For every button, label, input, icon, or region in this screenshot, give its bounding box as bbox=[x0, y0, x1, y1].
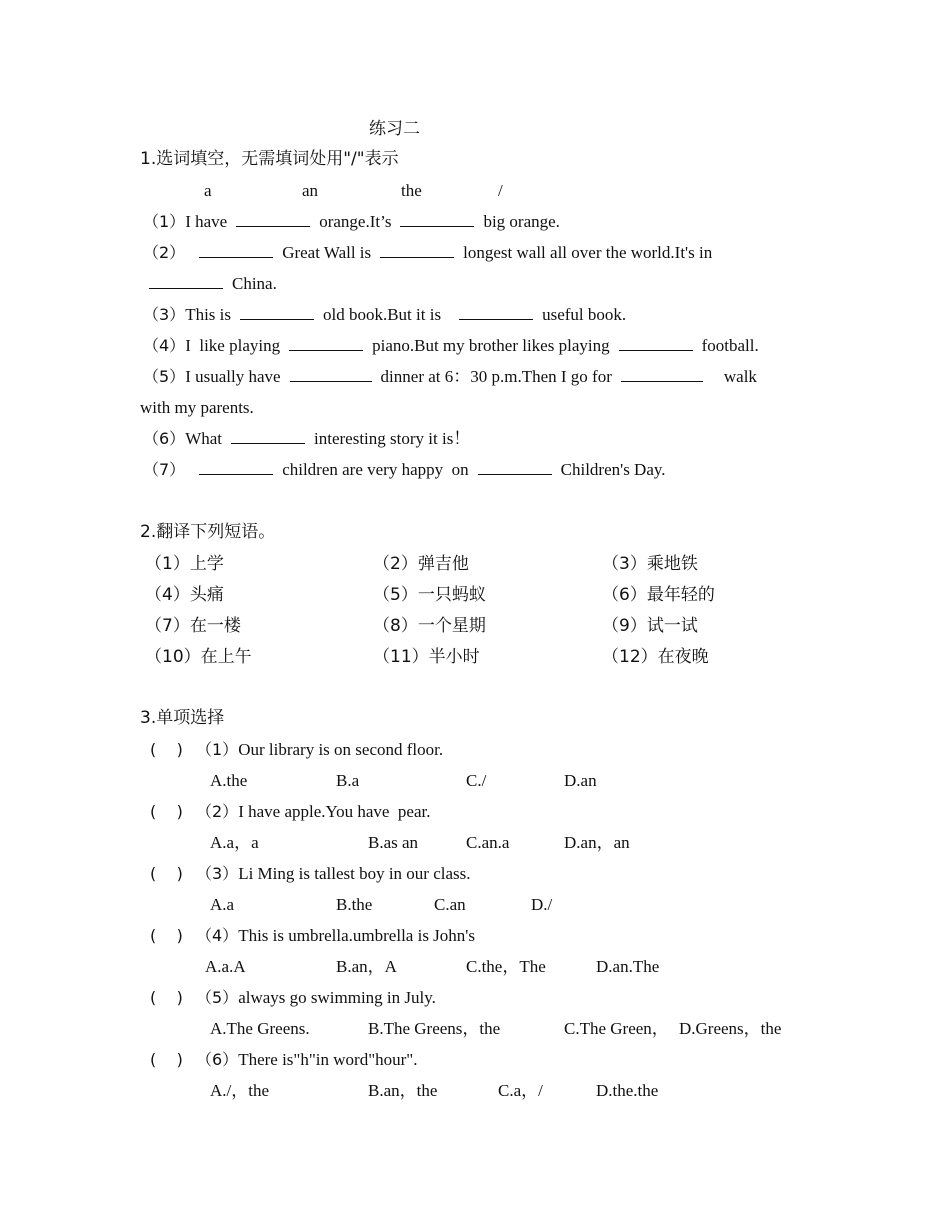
section2-heading: 2.翻译下列短语。 bbox=[140, 522, 276, 542]
question-text: longest wall all over the world.It's in bbox=[463, 243, 713, 262]
question-number: （6） bbox=[143, 429, 186, 448]
word-option-none: / bbox=[498, 181, 503, 200]
phrase-item: （3）乘地铁 bbox=[602, 554, 698, 574]
question-text: I like playing bbox=[185, 336, 281, 355]
section1-heading: 1.选词填空，无需填词处用"/"表示 bbox=[140, 149, 399, 169]
question-number: （5） bbox=[143, 367, 186, 386]
phrase-item: （2）弹吉他 bbox=[373, 554, 469, 574]
question-number: （5） bbox=[196, 988, 239, 1007]
answer-paren[interactable]: ( ) bbox=[150, 740, 183, 759]
question-number: （3） bbox=[196, 864, 239, 883]
answer-paren[interactable]: ( ) bbox=[150, 802, 183, 821]
option[interactable]: D.Greens，the bbox=[679, 1019, 782, 1038]
question-number: （4） bbox=[196, 926, 239, 945]
question-number: （1） bbox=[196, 740, 239, 759]
answer-blank[interactable] bbox=[380, 243, 454, 258]
question-text: old book.But it is bbox=[323, 305, 442, 324]
option[interactable]: B.an，the bbox=[368, 1081, 438, 1100]
question-number: （7） bbox=[143, 460, 186, 479]
mc-question-2 bbox=[196, 802, 430, 822]
answer-paren[interactable]: ( ) bbox=[150, 926, 183, 945]
phrase-item: （1）上学 bbox=[145, 554, 224, 574]
question-text: big orange. bbox=[483, 212, 560, 231]
mc-question-3 bbox=[196, 864, 471, 884]
question-text: What bbox=[185, 429, 223, 448]
answer-blank[interactable] bbox=[289, 336, 363, 351]
option[interactable]: C.the，The bbox=[466, 957, 546, 976]
question-1-4 bbox=[143, 336, 759, 356]
option[interactable]: A.The Greens. bbox=[210, 1019, 310, 1038]
question-text: Our library is on second floor. bbox=[238, 740, 444, 759]
question-text: football. bbox=[701, 336, 759, 355]
question-text: children are very happy on bbox=[282, 460, 469, 479]
question-1-2-cont bbox=[140, 274, 277, 294]
word-option-an: an bbox=[302, 181, 319, 200]
option[interactable]: D.the.the bbox=[596, 1081, 659, 1100]
word-option-a: a bbox=[204, 181, 212, 200]
question-text: This is umbrella.umbrella is John's bbox=[238, 926, 475, 945]
question-text: Children's Day. bbox=[560, 460, 666, 479]
question-1-1 bbox=[143, 212, 560, 232]
phrase-item: （5）一只蚂蚁 bbox=[373, 585, 486, 605]
option[interactable]: A.the bbox=[210, 771, 248, 790]
phrase-item: （12）在夜晚 bbox=[602, 647, 709, 667]
answer-blank[interactable] bbox=[621, 367, 703, 382]
question-1-5 bbox=[143, 367, 757, 387]
question-text: China. bbox=[232, 274, 277, 293]
question-text: walk bbox=[723, 367, 757, 386]
question-text: I have bbox=[185, 212, 228, 231]
answer-blank[interactable] bbox=[149, 274, 223, 289]
option[interactable]: D.an.The bbox=[596, 957, 660, 976]
phrase-item: （10）在上午 bbox=[145, 647, 252, 667]
question-text: always go swimming in July. bbox=[238, 988, 436, 1007]
page-title: 练习二 bbox=[369, 119, 420, 139]
answer-blank[interactable] bbox=[290, 367, 372, 382]
option[interactable]: C.an.a bbox=[466, 833, 510, 852]
answer-blank[interactable] bbox=[619, 336, 693, 351]
phrase-item: （11）半小时 bbox=[373, 647, 480, 667]
question-1-7 bbox=[143, 460, 666, 480]
answer-blank[interactable] bbox=[231, 429, 305, 444]
option[interactable]: C.The Green， bbox=[564, 1019, 669, 1038]
question-text: interesting story it is！ bbox=[314, 429, 471, 448]
question-1-6 bbox=[143, 429, 470, 449]
option[interactable]: C./ bbox=[466, 771, 487, 790]
answer-paren[interactable]: ( ) bbox=[150, 1050, 183, 1069]
phrase-item: （6）最年轻的 bbox=[602, 585, 715, 605]
option[interactable]: B.as an bbox=[368, 833, 419, 852]
word-option-the: the bbox=[401, 181, 422, 200]
answer-paren[interactable]: ( ) bbox=[150, 988, 183, 1007]
option[interactable]: D.an bbox=[564, 771, 597, 790]
option[interactable]: B.an，A bbox=[336, 957, 397, 976]
question-number: （2） bbox=[143, 243, 186, 262]
question-number: （2） bbox=[196, 802, 239, 821]
mc-question-4 bbox=[196, 926, 475, 946]
answer-blank[interactable] bbox=[199, 460, 273, 475]
answer-blank[interactable] bbox=[236, 212, 310, 227]
answer-paren[interactable]: ( ) bbox=[150, 864, 183, 883]
question-number: （1） bbox=[143, 212, 186, 231]
question-text: I usually have bbox=[185, 367, 281, 386]
question-text: There is"h"in word"hour". bbox=[238, 1050, 418, 1069]
answer-blank[interactable] bbox=[199, 243, 273, 258]
question-number: （6） bbox=[196, 1050, 239, 1069]
phrase-item: （4）头痛 bbox=[145, 585, 224, 605]
option[interactable]: C.an bbox=[434, 895, 466, 914]
option[interactable]: D.an，an bbox=[564, 833, 630, 852]
question-number: （4） bbox=[143, 336, 186, 355]
option[interactable]: A.a，a bbox=[210, 833, 259, 852]
option[interactable]: C.a，/ bbox=[498, 1081, 543, 1100]
question-text: piano.But my brother likes playing bbox=[372, 336, 610, 355]
question-1-2 bbox=[143, 243, 712, 263]
option[interactable]: B.the bbox=[336, 895, 373, 914]
section3-heading: 3.单项选择 bbox=[140, 708, 225, 728]
phrase-item: （7）在一楼 bbox=[145, 616, 241, 636]
answer-blank[interactable] bbox=[240, 305, 314, 320]
question-text: orange.It’s bbox=[319, 212, 392, 231]
question-1-5-cont: with my parents. bbox=[140, 398, 254, 417]
option[interactable]: B.a bbox=[336, 771, 360, 790]
question-text: dinner at 6：30 p.m.Then I go for bbox=[380, 367, 612, 386]
question-number: （3） bbox=[143, 305, 186, 324]
question-text: Li Ming is tallest boy in our class. bbox=[238, 864, 471, 883]
question-text: useful book. bbox=[542, 305, 627, 324]
mc-question-6 bbox=[196, 1050, 418, 1070]
option[interactable]: A.a.A bbox=[205, 957, 246, 976]
question-text: Great Wall is bbox=[282, 243, 372, 262]
question-text: This is bbox=[185, 305, 231, 324]
question-text: I have apple.You have pear. bbox=[238, 802, 431, 821]
option[interactable]: B.The Greens，the bbox=[368, 1019, 501, 1038]
answer-blank[interactable] bbox=[459, 305, 533, 320]
phrase-item: （9）试一试 bbox=[602, 616, 698, 636]
answer-blank[interactable] bbox=[478, 460, 552, 475]
mc-question-5 bbox=[196, 988, 436, 1008]
option[interactable]: D./ bbox=[531, 895, 553, 914]
mc-question-1 bbox=[196, 740, 443, 760]
option[interactable]: A.a bbox=[210, 895, 235, 914]
question-1-3 bbox=[143, 305, 626, 325]
phrase-item: （8）一个星期 bbox=[373, 616, 486, 636]
answer-blank[interactable] bbox=[400, 212, 474, 227]
option[interactable]: A./，the bbox=[210, 1081, 270, 1100]
